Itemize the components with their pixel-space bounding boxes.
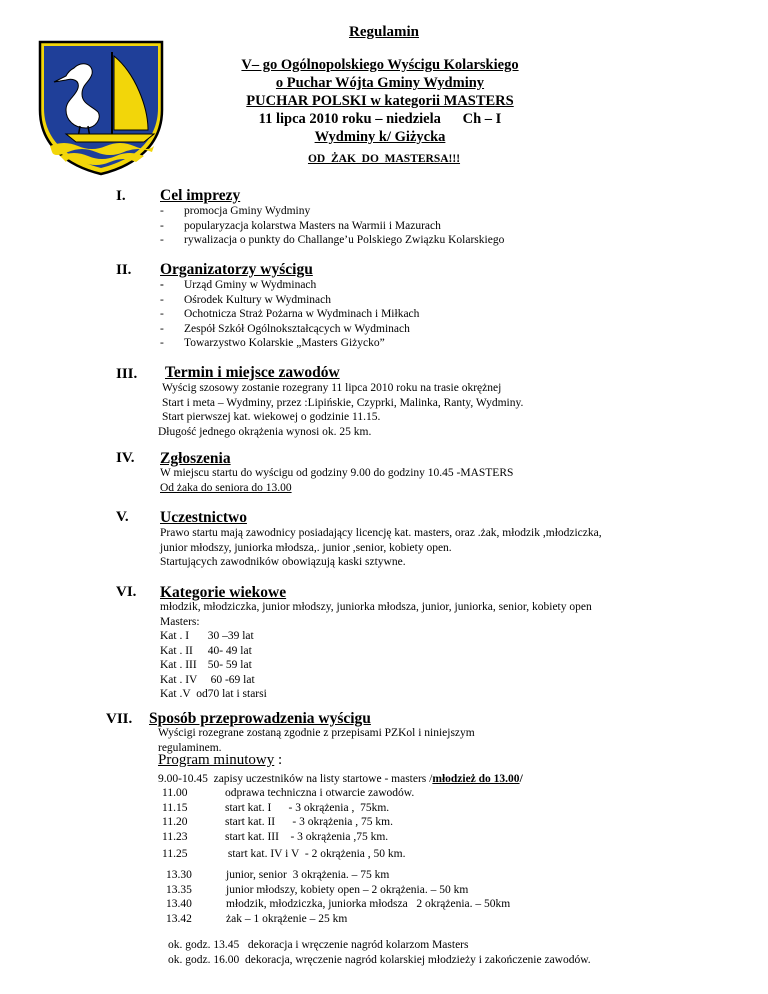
category-name: Kat . III: [160, 659, 197, 671]
schedule-time: 11.15: [162, 801, 188, 814]
category-name: Kat . I: [160, 630, 190, 642]
section-title-3: Termin i miejsce zawodów: [165, 364, 340, 381]
section-1-list: - promocja Gminy Wydminy - popularyzacja kolarstwa Masters na Warmii i Mazurach - rywalizacja o punkty do Challange’u Polskiego Związku Kolarskiego: [160, 205, 505, 246]
schedule-time: 13.35: [166, 883, 192, 896]
text-line: Wyścig szosowy zostanie rozegrany 11 lipca 2010 roku na trasie okrężnej: [162, 382, 502, 394]
header-line-1: V– go Ogólnopolskiego Wyścigu Kolarskiego: [241, 57, 519, 73]
text-line: młodzik, młodziczka, junior młodszy, juniorka młodsza, junior, juniorka, senior, kobiety open: [160, 601, 592, 613]
schedule-time: 13.40: [166, 898, 192, 910]
section-number-5: V.: [116, 509, 129, 525]
section-number-3: III.: [116, 366, 138, 382]
schedule-text: start kat. I - 3 okrążenia , 75km.: [225, 801, 390, 814]
table-row: [160, 644, 267, 659]
schedule-text-end: /: [519, 773, 523, 785]
section-4-body: [160, 466, 513, 495]
table-row: [166, 868, 510, 883]
list-item: promocja Gminy Wydminy: [184, 205, 311, 217]
category-age: 40- 49 lat: [207, 644, 252, 657]
table-row: [160, 658, 267, 673]
text-line: ok. godz. 16.00 dekoracja, wręczenie nagród kolarskiej młodzieży i zakończenie zawodów.: [168, 953, 591, 966]
table-row: [162, 801, 414, 816]
closing-block: [168, 938, 591, 967]
schedule-time: 13.42: [166, 912, 192, 925]
program-heading: [158, 752, 282, 769]
schedule-text: żak – 1 okrążenie – 25 km: [226, 912, 348, 925]
text-line: Wyścigi rozegrane zostaną zgodnie z przepisami PZKol i niniejszym: [158, 727, 475, 739]
masters-categories-table: [160, 629, 267, 702]
table-row: [166, 912, 510, 927]
text-line: Prawo startu mają zawodnicy posiadający licencję kat. masters, oraz .żak, młodzik ,młodziczka,: [160, 527, 602, 539]
text-line: Start i meta – Wydminy, przez :Lipińskie, Czyprki, Malinka, Ranty, Wydminy.: [162, 396, 524, 409]
text-line: Długość jednego okrążenia wynosi ok. 25 km.: [158, 425, 372, 438]
youth-schedule-table: [166, 868, 510, 926]
section-number-1: I.: [116, 188, 126, 204]
schedule-text: młodzik, młodziczka, juniorka młodsza 2 okrążenia. – 50km: [226, 898, 511, 910]
text-line: W miejscu startu do wyścigu od godziny 9.00 do godziny 10.45 -MASTERS: [160, 467, 514, 479]
table-row: [162, 786, 414, 801]
section-number-2: II.: [116, 262, 132, 278]
section-number-7: VII.: [106, 711, 133, 727]
section-2-list: - Urząd Gminy w Wydminach - Ośrodek Kultury w Wydminach - Ochotnicza Straż Pożarna w Wydminach i Miłkach - Zespół Szkół Ogólnokształcących w Wydminach - Towarzystwo Kolarskie „Masters Giżycko”: [160, 279, 420, 349]
section-6-body: [160, 600, 592, 702]
header-line-2: o Puchar Wójta Gminy Wydminy: [275, 75, 485, 91]
section-title-1: Cel imprezy: [160, 187, 241, 204]
text-line: Od żaka do seniora do 13.00: [160, 481, 292, 494]
table-row: [160, 687, 267, 702]
section-number-4: IV.: [116, 450, 135, 466]
table-row: [162, 844, 414, 862]
list-item: Urząd Gminy w Wydminach: [184, 279, 317, 291]
section-title-5: Uczestnictwo: [160, 509, 247, 526]
text-line: junior młodszy, juniorka młodsza,. junior ,senior, kobiety open.: [160, 541, 452, 554]
schedule-time: 11.25: [162, 848, 188, 860]
motto: OD ŻAK DO MASTERSA!!!: [307, 153, 461, 165]
program-label: Program minutowy: [158, 752, 275, 768]
category-name: Kat . II: [160, 644, 193, 657]
text-line: Startujących zawodników obowiązują kaski sztywne.: [160, 556, 406, 568]
list-item: Towarzystwo Kolarskie „Masters Giżycko”: [184, 337, 385, 349]
schedule-time: 11.23: [162, 830, 188, 843]
schedule-text: start kat. III - 3 okrążenia ,75 km.: [225, 830, 389, 843]
table-row: [160, 673, 267, 688]
section-3-body: [160, 381, 523, 439]
youth-deadline: młodzież do 13.00: [432, 773, 520, 785]
schedule-text: odprawa techniczna i otwarcie zawodów.: [225, 787, 415, 799]
section-7-intro: [158, 726, 475, 755]
schedule-text: zapisy uczestników na listy startowe - masters /: [207, 773, 433, 785]
category-age: 70 lat i starsi: [207, 688, 267, 700]
text-line: Masters:: [160, 615, 200, 628]
section-title-7: Sposób przeprowadzenia wyścigu: [149, 710, 371, 727]
list-item: Zespół Szkół Ogólnokształcących w Wydminach: [184, 322, 410, 335]
table-row: [160, 629, 267, 644]
list-item: Ochotnicza Straż Pożarna w Wydminach i Miłkach: [184, 308, 420, 320]
schedule-time: 11.00: [162, 787, 188, 799]
list-item: popularyzacja kolarstwa Masters na Warmii i Mazurach: [184, 219, 441, 232]
schedule-table: [162, 786, 414, 862]
section-title-2: Organizatorzy wyścigu: [160, 261, 313, 278]
schedule-text: start kat. IV i V - 2 okrążenia , 50 km.: [225, 848, 406, 860]
category-name: Kat .V od: [160, 688, 208, 700]
section-number-6: VI.: [116, 584, 137, 600]
table-row: [166, 897, 510, 912]
category-name: Kat . IV: [160, 673, 198, 686]
table-row: [162, 815, 414, 830]
category-age: 60 -69 lat: [207, 673, 255, 686]
category-age: 50- 59 lat: [207, 659, 252, 671]
schedule-time: 11.20: [162, 816, 188, 828]
list-item: Ośrodek Kultury w Wydminach: [184, 293, 331, 306]
category-age: 30 –39 lat: [207, 630, 254, 642]
document-title: Regulamin: [348, 24, 419, 40]
schedule-text: junior młodszy, kobiety open – 2 okrążenia. – 50 km: [226, 883, 469, 896]
list-item: rywalizacja o punkty do Challange’u Polskiego Związku Kolarskiego: [184, 234, 505, 246]
text-line: Start pierwszej kat. wiekowej o godzinie 11.15.: [162, 411, 381, 423]
table-row: [166, 883, 510, 898]
header-line-3: PUCHAR POLSKI w kategorii MASTERS: [246, 93, 514, 109]
schedule-text: start kat. II - 3 okrążenia , 75 km.: [225, 816, 393, 828]
schedule-time: 13.30: [166, 869, 192, 881]
schedule-text: junior, senior 3 okrążenia. – 75 km: [226, 869, 390, 881]
text-line: regulaminem.: [158, 741, 222, 754]
section-5-body: [160, 526, 602, 570]
section-title-4: Zgłoszenia: [160, 450, 231, 467]
program-colon: :: [274, 752, 283, 768]
table-row: [162, 830, 414, 845]
header-line-5: Wydminy k/ Giżycka: [314, 129, 446, 145]
section-title-6: Kategorie wiekowe: [160, 584, 287, 601]
schedule-time: 9.00-10.45: [158, 773, 208, 785]
text-line: ok. godz. 13.45 dekoracja i wręczenie nagród kolarzom Masters: [168, 939, 469, 951]
registration-line: [158, 772, 523, 787]
header-line-4: 11 lipca 2010 roku – niedziela Ch – I: [258, 111, 502, 127]
